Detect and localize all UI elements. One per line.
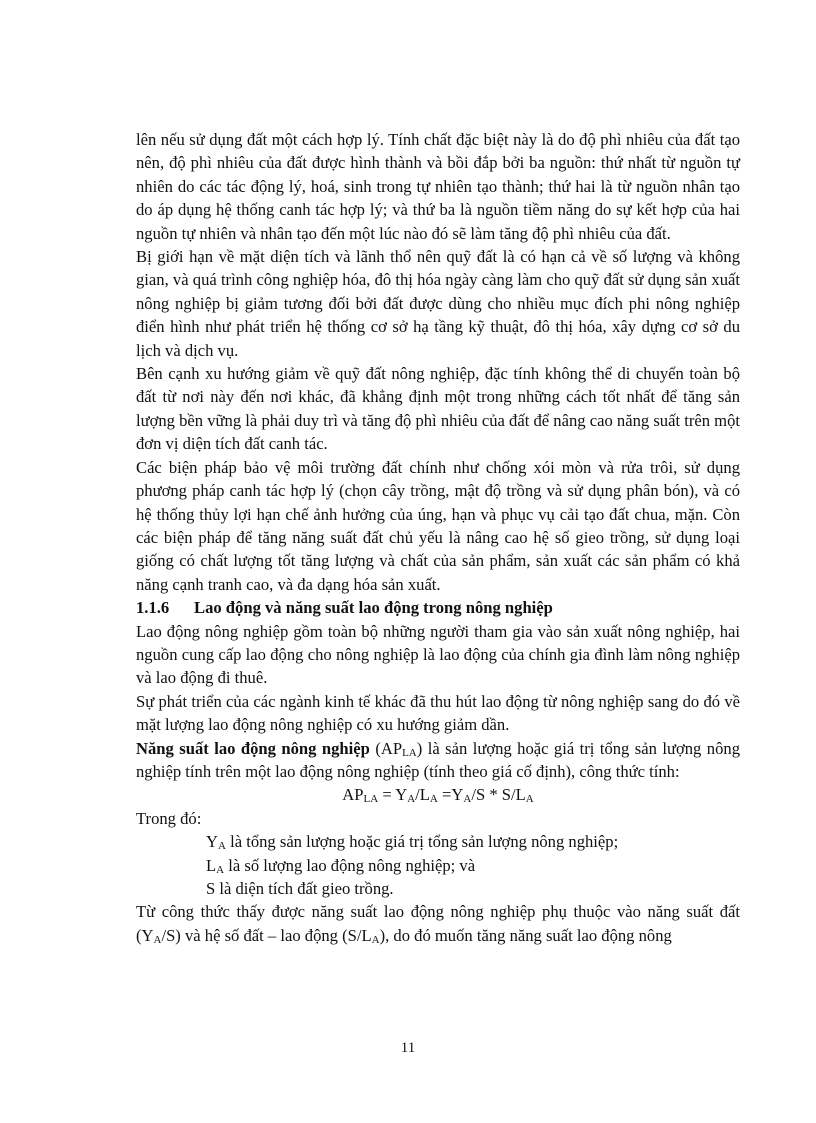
section-number: 1.1.6 (136, 598, 170, 618)
paragraph-labor-trend: Sự phát triển của các ngành kinh tế khác đã thu hút lao động từ nông nghiệp sang do đó về mặt lượng lao động nông nghiệp có xu hướng giảm dần. (136, 691, 740, 735)
definition-la: $L_A$ là số lượng lao động nông nghiệp; và (206, 855, 476, 876)
section-heading (136, 596, 740, 619)
definition-ya: $Y_A$ là tổng sản lượng hoặc giá trị tổng sản lượng nông nghiệp; (206, 832, 619, 853)
paragraph-labor-definition: Lao động nông nghiệp gồm toàn bộ những người tham gia vào sản xuất nông nghiệp, hai nguồn cung cấp lao động cho nông nghiệp là lao động của chính gia đình làm nông nghiệp và lao động đi thuê. (136, 621, 740, 688)
paragraph-soil-fertility: lên nếu sử dụng đất một cách hợp lý. Tính chất đặc biệt này là do độ phì nhiêu của đất tạo nên, độ phì nhiêu của đất được hình thành và bồi đắp bởi ba nguồn: thứ nhất từ nguồn tự nhiên do các tác động lý, hoá, sinh trong tự nhiên tạo thành; thứ hai là từ nguồn nhân tạo do áp dụng hệ thống canh tác hợp lý; và thứ ba là nguồn tiềm năng do sự kết hợp của hai nguồn tự nhiên và nhân tạo đến một lúc nào đó sẽ làm tăng độ phì nhiêu của đất. (136, 130, 740, 243)
productivity-formula: $AP_{LA} = Y_A/L_A =Y_A/S * S/L_A$ (342, 785, 534, 806)
paragraph-land-trend: Bên cạnh xu hướng giảm về quỹ đất nông nghiệp, đặc tính không thể di chuyển toàn bộ đất từ nơi này đến nơi khác, đã khẳng định một trong những cách tốt nhất để tăng sản lượng bền vững là phải duy trì và tăng độ phì nhiêu của đất để nâng cao năng suất trên một đơn vị diện tích đất canh tác. (136, 364, 740, 454)
variable-definitions (136, 830, 740, 900)
page-number: 11 (400, 1040, 416, 1056)
paragraph-soil-protection: Các biện pháp bảo vệ môi trường đất chính như chống xói mòn và rửa trôi, sử dụng phương pháp canh tác hợp lý (chọn cây trồng, mật độ trồng và sử dụng phân bón), và có hệ thống thủy lợi hạn chế ảnh hưởng của úng, hạn và phục vụ cải tạo đất chua, mặn. Còn các biện pháp để tăng năng suất đất chủ yếu là nâng cao hệ số gieo trồng, sử dụng loại giống có chất lượng tốt tăng lượng và chất của sản phẩm, sản xuất các sản phẩm có khả năng cạnh tranh cao, và đa dạng hóa sản xuất. (136, 457, 740, 594)
paragraph-conclusion: Từ công thức thấy được năng suất lao động nông nghiệp phụ thuộc vào năng suất đất $(Y_A/S)$ và hệ số đất – lao động $(S/L_A)$, do đó muốn tăng năng suất lao động nông (136, 902, 740, 946)
paragraph-land-limits: Bị giới hạn về mặt diện tích và lãnh thổ nên quỹ đất là có hạn cả về số lượng và không gian, và quá trình công nghiệp hóa, đô thị hóa ngày càng làm cho quỹ đất sử dụng sản xuất nông nghiệp bị giảm tương đối bởi đất được dùng cho nhiều mục đích phi nông nghiệp điển hình như phát triển hệ thống cơ sở hạ tầng kỹ thuật, đô thị hóa, xây dựng cơ sở du lịch và dịch vụ. (136, 247, 740, 360)
definition-s: S là diện tích đất gieo trồng. (206, 879, 394, 898)
where-label: Trong đó: (136, 808, 202, 828)
productivity-term: Năng suất lao động nông nghiệp (136, 738, 370, 758)
document-body (136, 128, 740, 947)
paragraph-productivity: Năng suất lao động nông nghiệp $(AP_{LA})$ là sản lượng hoặc giá trị tổng sản lượng nông nghiệp tính trên một lao động nông nghiệp (tính theo giá cố định), công thức tính: (136, 738, 740, 781)
section-title: Lao động và năng suất lao động trong nông nghiệp (194, 598, 553, 618)
